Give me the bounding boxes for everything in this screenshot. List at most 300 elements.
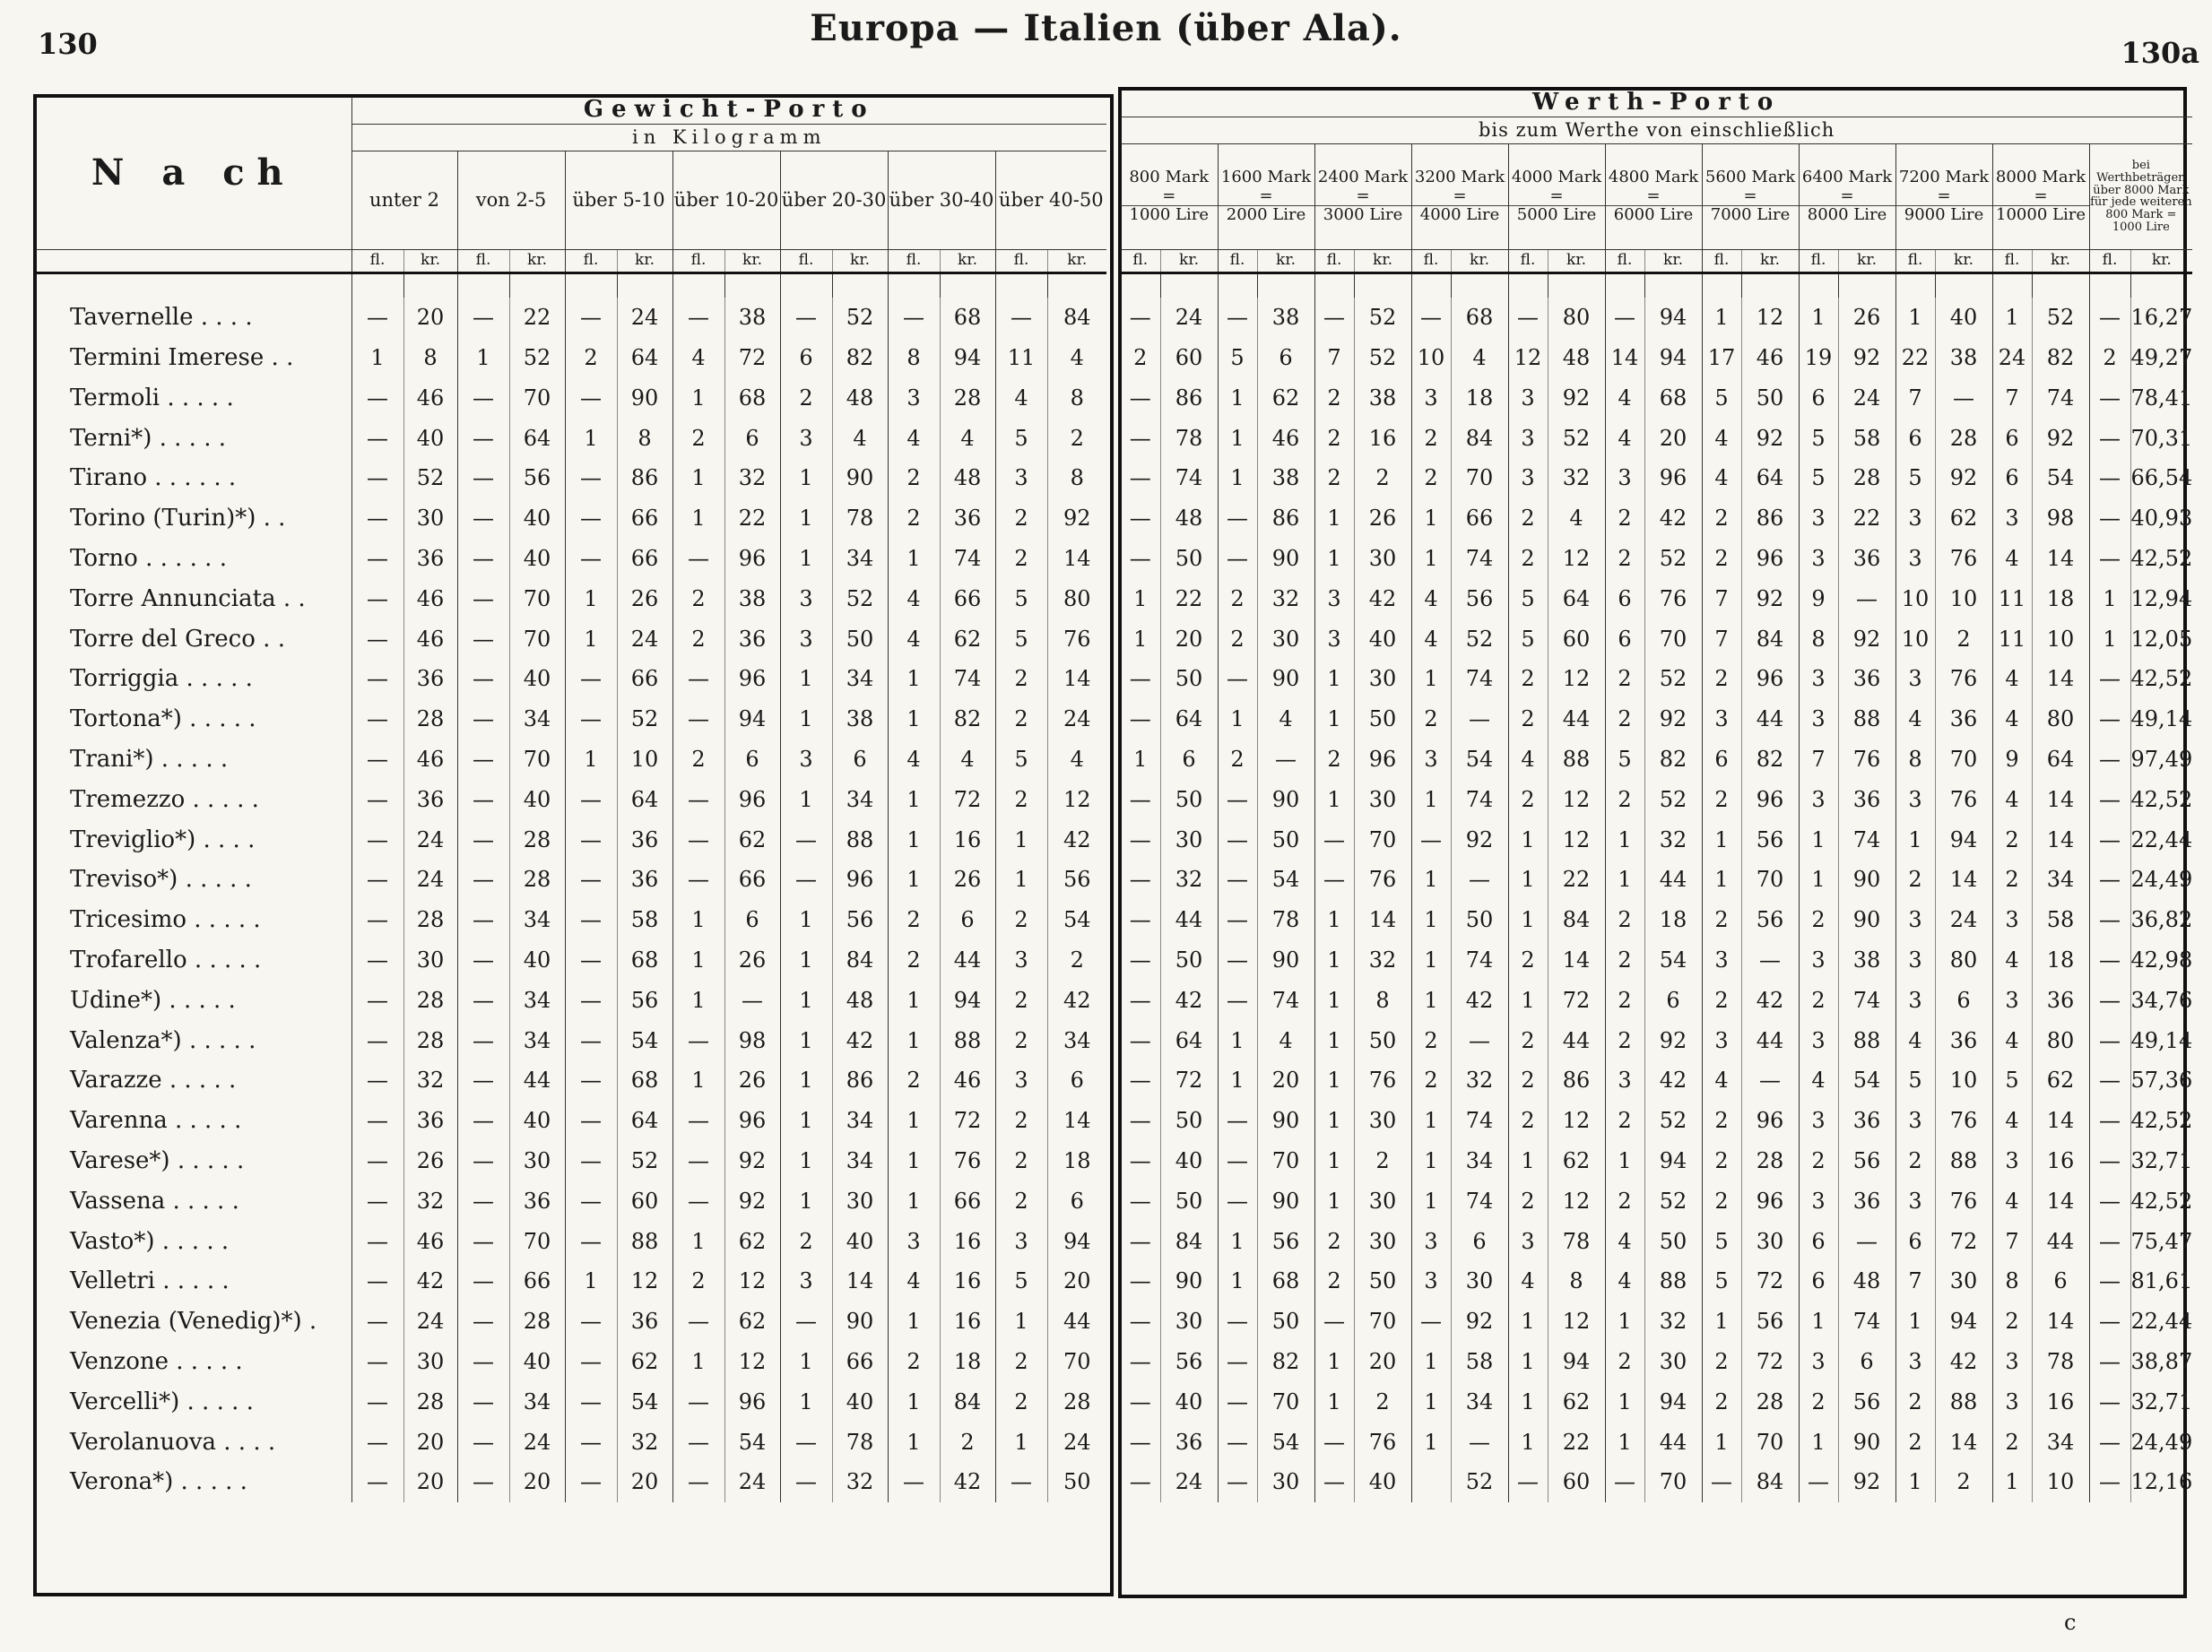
value-kr-cell: 6 bbox=[1935, 980, 1992, 1020]
value-kr-cell: 74 bbox=[1451, 1101, 1508, 1141]
unit-kr: kr. bbox=[1548, 249, 1605, 272]
weight-kr-cell: 50 bbox=[832, 618, 888, 659]
weight-fl-cell: — bbox=[457, 539, 509, 579]
weight-fl-cell: 2 bbox=[780, 377, 832, 418]
weight-kr-cell: 16 bbox=[940, 1261, 995, 1302]
value-kr-cell: 90 bbox=[1257, 1101, 1314, 1141]
value-fl-cell: 1 bbox=[1605, 1302, 1644, 1342]
weight-fl-cell: 2 bbox=[995, 980, 1047, 1020]
weight-kr-cell: 96 bbox=[832, 860, 888, 900]
value-fl-cell: 2 bbox=[1508, 1020, 1548, 1060]
value-fl-cell: 2 bbox=[1895, 860, 1935, 900]
value-kr-cell: 34 bbox=[1451, 1141, 1508, 1181]
value-fl-cell: 1 bbox=[1702, 1302, 1741, 1342]
weight-kr-cell: 6 bbox=[724, 418, 780, 458]
value-kr-cell: 70 bbox=[1354, 819, 1411, 860]
value-fl-cell: — bbox=[1218, 539, 1257, 579]
place-name: Treviglio*) . . . . bbox=[36, 819, 351, 860]
value-kr-cell: 36 bbox=[1838, 659, 1895, 699]
value-fl-cell: 2 bbox=[1799, 980, 1838, 1020]
value-kr-cell: 76 bbox=[1935, 539, 1992, 579]
weight-kr-cell: 98 bbox=[724, 1020, 780, 1060]
value-kr-cell: 14 bbox=[2032, 1302, 2089, 1342]
value-kr-cell: 16 bbox=[2032, 1141, 2089, 1181]
weight-kr-cell: 42 bbox=[1063, 987, 1091, 1013]
table-row bbox=[1121, 1020, 2192, 1060]
place-name: Vasto*) . . . . . bbox=[36, 1221, 351, 1261]
spacer bbox=[565, 272, 617, 298]
value-kr-cell: 20 bbox=[1257, 1060, 1314, 1101]
value-fl-cell: 3 bbox=[1411, 1261, 1451, 1302]
table-row bbox=[1121, 418, 2192, 458]
value-kr-cell: — bbox=[1741, 1060, 1799, 1101]
value-kr-cell: 14 bbox=[2032, 1101, 2089, 1141]
value-fl-cell: 3 bbox=[1605, 458, 1644, 498]
value-fl-cell: 1 bbox=[1314, 659, 1354, 699]
weight-fl-cell: 1 bbox=[888, 1181, 940, 1221]
table-row bbox=[36, 1060, 1106, 1101]
value-kr-cell: 56 bbox=[1160, 1342, 1218, 1382]
extra-kr-cell: 12,94 bbox=[2130, 585, 2193, 611]
weight-fl-cell: — bbox=[672, 860, 724, 900]
unit-kr: kr. bbox=[1047, 249, 1106, 272]
weight-kr-cell: 6 bbox=[1070, 1068, 1084, 1094]
weight-kr-cell: 44 bbox=[509, 1060, 565, 1101]
value-kr-cell: 92 bbox=[1451, 819, 1508, 860]
weight-kr-cell: 68 bbox=[724, 377, 780, 418]
weight-kr-cell: 72 bbox=[724, 338, 780, 378]
value-fl-cell: — bbox=[1121, 1462, 1160, 1502]
value-fl-cell: 5 bbox=[1508, 618, 1548, 659]
weight-fl-cell: 1 bbox=[565, 1261, 617, 1302]
value-kr-cell: 62 bbox=[1257, 377, 1314, 418]
unit-fl: fl. bbox=[1895, 249, 1935, 272]
value-kr-cell: 64 bbox=[1160, 1020, 1218, 1060]
spacer bbox=[1121, 272, 1160, 298]
value-kr-cell: 74 bbox=[1838, 1302, 1895, 1342]
weight-kr-cell: 24 bbox=[403, 860, 457, 900]
value-fl-cell: 3 bbox=[1799, 1020, 1838, 1060]
value-fl-cell: 8 bbox=[1799, 618, 1838, 659]
value-kr-cell: 38 bbox=[1354, 377, 1411, 418]
weight-kr-cell: 16 bbox=[940, 1302, 995, 1342]
value-fl-cell: 2 bbox=[1799, 1381, 1838, 1422]
weight-fl-cell: — bbox=[565, 940, 617, 981]
value-fl-cell: 1 bbox=[1314, 1181, 1354, 1221]
unit-kr: kr. bbox=[509, 249, 565, 272]
extra-fl-cell: — bbox=[2089, 1381, 2130, 1422]
value-kr-cell: 10 bbox=[2032, 1462, 2089, 1502]
weight-kr-cell: 32 bbox=[403, 1181, 457, 1221]
value-fl-cell: — bbox=[1314, 860, 1354, 900]
value-fl-cell: 1 bbox=[1314, 1020, 1354, 1060]
value-fl-cell: 4 bbox=[1702, 458, 1741, 498]
place-name: Verolanuova . . . . bbox=[36, 1422, 351, 1462]
weight-kr-cell: 48 bbox=[940, 458, 995, 498]
value-fl-cell: 4 bbox=[1992, 699, 2032, 740]
value-kr-cell: 90 bbox=[1257, 539, 1314, 579]
weight-fl-cell: 1 bbox=[672, 980, 724, 1020]
value-kr-cell: 94 bbox=[1644, 338, 1702, 378]
place-name: Terni*) . . . . . bbox=[36, 418, 351, 458]
value-fl-cell: 2 bbox=[1508, 539, 1548, 579]
weight-kr-cell: 30 bbox=[509, 1141, 565, 1181]
value-kr-cell: 30 bbox=[1354, 1101, 1411, 1141]
value-kr-cell: 50 bbox=[1160, 539, 1218, 579]
unit-fl: fl. bbox=[672, 249, 724, 272]
weight-kr-cell: 8 bbox=[1070, 465, 1084, 491]
extra-fl-cell: — bbox=[2089, 1020, 2130, 1060]
value-fl-cell: — bbox=[1411, 819, 1451, 860]
value-fl-cell: 1 bbox=[1508, 1422, 1548, 1462]
weight-kr-cell: 40 bbox=[509, 1101, 565, 1141]
range-lire: 7000 Lire bbox=[1703, 205, 1799, 225]
place-name: Varazze . . . . . bbox=[36, 1060, 351, 1101]
value-kr-cell: 54 bbox=[1257, 1422, 1314, 1462]
weight-fl-cell: — bbox=[672, 539, 724, 579]
weight-kr-cell: 96 bbox=[724, 539, 780, 579]
weight-fl-cell: 1 bbox=[672, 900, 724, 940]
value-kr-cell: 52 bbox=[1548, 418, 1605, 458]
weight-kr-cell: 6 bbox=[724, 740, 780, 780]
value-postage-table bbox=[1121, 90, 2192, 1502]
weight-kr-cell: 96 bbox=[724, 1381, 780, 1422]
value-fl-cell: 2 bbox=[1702, 539, 1741, 579]
spacer bbox=[995, 272, 1047, 298]
weight-fl-cell: 2 bbox=[672, 740, 724, 780]
value-fl-cell: — bbox=[1121, 860, 1160, 900]
value-fl-cell: 1 bbox=[1605, 1381, 1644, 1422]
value-kr-cell: 90 bbox=[1257, 1181, 1314, 1221]
value-kr-cell: 70 bbox=[1644, 618, 1702, 659]
unit-fl: fl. bbox=[1702, 249, 1741, 272]
place-name: Verona*) . . . . . bbox=[36, 1462, 351, 1502]
weight-kr-cell: 88 bbox=[940, 1020, 995, 1060]
extra-kr-cell: 57,36 bbox=[2130, 1068, 2193, 1094]
value-fl-cell: 2 bbox=[1702, 498, 1741, 539]
value-fl-cell: 7 bbox=[1992, 1221, 2032, 1261]
value-kr-cell: 80 bbox=[1548, 298, 1605, 338]
value-kr-cell: 50 bbox=[1257, 819, 1314, 860]
extra-kr-cell: 70,31 bbox=[2130, 425, 2193, 451]
value-fl-cell: 1 bbox=[1992, 1462, 2032, 1502]
weight-kr-cell: 94 bbox=[940, 338, 995, 378]
table-row bbox=[36, 779, 1106, 819]
place-name: Venezia (Venedig)*) . bbox=[36, 1302, 351, 1342]
value-kr-cell: 76 bbox=[1354, 860, 1411, 900]
weight-kr-cell: 50 bbox=[1063, 1469, 1091, 1495]
value-fl-cell: 4 bbox=[1992, 1101, 2032, 1141]
value-kr-cell: 4 bbox=[1257, 699, 1314, 740]
value-kr-cell: 18 bbox=[2032, 578, 2089, 618]
weight-kr-cell: 36 bbox=[403, 659, 457, 699]
weight-fl-cell: 3 bbox=[780, 618, 832, 659]
value-kr-cell: 80 bbox=[2032, 1020, 2089, 1060]
weight-fl-cell: 1 bbox=[672, 940, 724, 981]
unit-kr: kr. bbox=[1451, 249, 1508, 272]
unit-kr: kr. bbox=[724, 249, 780, 272]
weight-fl-cell: — bbox=[351, 860, 403, 900]
value-fl-cell: 3 bbox=[1992, 900, 2032, 940]
value-fl-cell: 6 bbox=[1799, 1261, 1838, 1302]
value-kr-cell: 30 bbox=[1257, 1462, 1314, 1502]
value-fl-cell: 3 bbox=[1799, 699, 1838, 740]
unit-fl: fl. bbox=[1314, 249, 1354, 272]
value-kr-cell: 50 bbox=[1257, 1302, 1314, 1342]
range-mark: 4000 Mark bbox=[1511, 167, 1602, 186]
extra-fl-cell: — bbox=[2089, 819, 2130, 860]
table-row bbox=[1121, 377, 2192, 418]
value-fl-cell: 4 bbox=[1992, 779, 2032, 819]
weight-kr-cell: 22 bbox=[724, 498, 780, 539]
weight-fl-cell: — bbox=[457, 1020, 509, 1060]
table-row bbox=[1121, 1462, 2192, 1502]
unit-kr: kr. bbox=[1741, 249, 1799, 272]
weight-kr-cell: 80 bbox=[1063, 585, 1091, 611]
weight-kr-cell: 36 bbox=[724, 618, 780, 659]
weight-kr-cell: 52 bbox=[832, 578, 888, 618]
weight-fl-cell: 2 bbox=[888, 1060, 940, 1101]
weight-fl-cell: — bbox=[995, 1462, 1047, 1502]
value-kr-cell: 30 bbox=[1644, 1342, 1702, 1382]
value-fl-cell: 3 bbox=[1702, 1020, 1741, 1060]
value-kr-cell: 52 bbox=[1451, 1462, 1508, 1502]
range-lire: 9000 Lire bbox=[1896, 205, 1992, 225]
weight-kr-cell: 52 bbox=[617, 699, 672, 740]
weight-fl-cell: — bbox=[780, 1422, 832, 1462]
weight-kr-cell: 28 bbox=[403, 900, 457, 940]
weight-kr-cell: 40 bbox=[509, 498, 565, 539]
weight-fl-cell: — bbox=[780, 819, 832, 860]
value-kr-cell: 30 bbox=[1354, 1181, 1411, 1221]
value-fl-cell: 1 bbox=[1508, 1342, 1548, 1382]
weight-fl-cell: — bbox=[672, 1302, 724, 1342]
weight-fl-cell: 1 bbox=[780, 1060, 832, 1101]
weight-fl-cell: — bbox=[457, 377, 509, 418]
value-range-header bbox=[1605, 143, 1702, 249]
value-kr-cell: 6 bbox=[1257, 338, 1314, 378]
weight-fl-cell: 2 bbox=[888, 1342, 940, 1382]
value-kr-cell: 12 bbox=[1741, 298, 1799, 338]
extra-kr-cell: 34,76 bbox=[2130, 987, 2193, 1013]
weight-kr-cell: 66 bbox=[617, 539, 672, 579]
value-kr-cell: 36 bbox=[1838, 1101, 1895, 1141]
value-fl-cell: 6 bbox=[1799, 377, 1838, 418]
weight-fl-cell: 4 bbox=[888, 1261, 940, 1302]
weight-fl-cell: — bbox=[565, 377, 617, 418]
value-fl-cell: 1 bbox=[1314, 1101, 1354, 1141]
value-kr-cell: 30 bbox=[1257, 618, 1314, 659]
value-kr-cell: 56 bbox=[1257, 1221, 1314, 1261]
weight-fl-cell: 3 bbox=[780, 740, 832, 780]
value-fl-cell: — bbox=[1121, 1381, 1160, 1422]
weight-kr-cell: 68 bbox=[617, 1060, 672, 1101]
weight-fl-cell: 1 bbox=[780, 1342, 832, 1382]
weight-kr-cell: 26 bbox=[940, 860, 995, 900]
value-fl-cell: 2 bbox=[1605, 1020, 1644, 1060]
weight-kr-cell: 28 bbox=[403, 1020, 457, 1060]
value-kr-cell: 62 bbox=[1935, 498, 1992, 539]
value-kr-cell: 24 bbox=[1935, 900, 1992, 940]
weight-kr-cell: 90 bbox=[832, 458, 888, 498]
weight-fl-cell: 1 bbox=[780, 498, 832, 539]
weight-fl-cell: — bbox=[995, 298, 1047, 338]
value-range-header bbox=[1121, 143, 1218, 249]
nach-header: N a ch bbox=[36, 97, 351, 249]
weight-kr-cell: 40 bbox=[832, 1381, 888, 1422]
value-kr-cell: 44 bbox=[1548, 1020, 1605, 1060]
weight-fl-cell: 1 bbox=[672, 1221, 724, 1261]
weight-fl-cell: 1 bbox=[780, 779, 832, 819]
weight-fl-cell: 1 bbox=[565, 578, 617, 618]
value-kr-cell: 64 bbox=[1548, 578, 1605, 618]
value-fl-cell: 1 bbox=[1799, 860, 1838, 900]
weight-kr-cell: 26 bbox=[617, 578, 672, 618]
value-kr-cell: 74 bbox=[1451, 940, 1508, 981]
weight-range-header: von 2-5 bbox=[457, 151, 565, 249]
weight-fl-cell: 5 bbox=[995, 1261, 1047, 1302]
value-fl-cell: 2 bbox=[1605, 940, 1644, 981]
value-kr-cell: 40 bbox=[1354, 618, 1411, 659]
unit-kr: kr. bbox=[617, 249, 672, 272]
value-fl-cell: 1 bbox=[1411, 1381, 1451, 1422]
place-name: Vercelli*) . . . . . bbox=[36, 1381, 351, 1422]
value-kr-cell: 42 bbox=[1741, 980, 1799, 1020]
value-fl-cell: — bbox=[1508, 298, 1548, 338]
value-fl-cell: 1 bbox=[1121, 618, 1160, 659]
value-fl-cell: 1 bbox=[1799, 819, 1838, 860]
weight-kr-cell: 4 bbox=[940, 740, 995, 780]
extra-fl-cell: 2 bbox=[2089, 338, 2130, 378]
extra-kr-cell: 24,49 bbox=[2130, 1429, 2193, 1455]
place-name: Torre del Greco . . bbox=[36, 618, 351, 659]
table-row bbox=[1121, 940, 2192, 981]
value-fl-cell: — bbox=[1121, 699, 1160, 740]
table-row bbox=[36, 819, 1106, 860]
value-kr-cell: 38 bbox=[1257, 298, 1314, 338]
value-fl-cell: 2 bbox=[1508, 1060, 1548, 1101]
value-kr-cell: 50 bbox=[1160, 1181, 1218, 1221]
value-fl-cell: 2 bbox=[1218, 578, 1257, 618]
weight-fl-cell: 3 bbox=[780, 578, 832, 618]
weight-fl-cell: 1 bbox=[888, 860, 940, 900]
value-fl-cell: 4 bbox=[1605, 1261, 1644, 1302]
range-mark: 800 Mark bbox=[1129, 167, 1210, 186]
weight-kr-cell: 26 bbox=[403, 1141, 457, 1181]
value-fl-cell: 3 bbox=[1992, 1381, 2032, 1422]
value-fl-cell: 3 bbox=[1895, 940, 1935, 981]
extra-kr-cell: 38,87 bbox=[2130, 1349, 2193, 1374]
value-fl-cell: 1 bbox=[1411, 779, 1451, 819]
weight-kr-cell: 72 bbox=[940, 779, 995, 819]
extra-kr-cell: 16,27 bbox=[2130, 305, 2193, 331]
weight-fl-cell: — bbox=[457, 498, 509, 539]
extra-kr-cell: 42,52 bbox=[2130, 786, 2193, 812]
weight-fl-cell: — bbox=[457, 900, 509, 940]
value-fl-cell: 1 bbox=[1314, 1342, 1354, 1382]
value-kr-cell: 44 bbox=[1548, 699, 1605, 740]
value-kr-cell: 76 bbox=[1354, 1060, 1411, 1101]
value-fl-cell: 4 bbox=[1799, 1060, 1838, 1101]
place-name: Venzone . . . . . bbox=[36, 1342, 351, 1382]
weight-fl-cell: 1 bbox=[351, 338, 403, 378]
weight-kr-cell: 32 bbox=[832, 1462, 888, 1502]
value-fl-cell: — bbox=[1218, 1422, 1257, 1462]
weight-kr-cell: 38 bbox=[724, 578, 780, 618]
value-kr-cell: 40 bbox=[1935, 298, 1992, 338]
value-fl-cell: 1 bbox=[1702, 860, 1741, 900]
value-fl-cell: 1 bbox=[1314, 498, 1354, 539]
value-kr-cell: 80 bbox=[1935, 940, 1992, 981]
weight-fl-cell: 1 bbox=[888, 1141, 940, 1181]
value-fl-cell: 2 bbox=[1605, 779, 1644, 819]
weight-kr-cell: 44 bbox=[940, 940, 995, 981]
weight-fl-cell: — bbox=[457, 1302, 509, 1342]
value-kr-cell: 52 bbox=[1354, 338, 1411, 378]
table-row bbox=[36, 338, 1106, 378]
value-kr-cell: 14 bbox=[1354, 900, 1411, 940]
value-kr-cell: 10 bbox=[2032, 618, 2089, 659]
unit-kr: kr. bbox=[1160, 249, 1218, 272]
value-kr-cell: 76 bbox=[1644, 578, 1702, 618]
extra-kr-cell: 22,44 bbox=[2130, 826, 2193, 852]
value-fl-cell: 4 bbox=[1992, 659, 2032, 699]
extra-fl-cell: 1 bbox=[2089, 578, 2130, 618]
value-fl-cell: 4 bbox=[1411, 618, 1451, 659]
value-fl-cell: — bbox=[1218, 659, 1257, 699]
table-row bbox=[36, 699, 1106, 740]
value-fl-cell: 5 bbox=[1702, 1221, 1741, 1261]
extra-kr-cell: 81,61 bbox=[2130, 1268, 2193, 1294]
value-kr-cell: 12 bbox=[1548, 1302, 1605, 1342]
value-kr-cell: 8 bbox=[1548, 1261, 1605, 1302]
weight-kr-cell: 36 bbox=[940, 498, 995, 539]
weight-fl-cell: 2 bbox=[995, 900, 1047, 940]
spacer bbox=[1451, 272, 1508, 298]
value-kr-cell: 38 bbox=[1838, 940, 1895, 981]
value-kr-cell: 86 bbox=[1548, 1060, 1605, 1101]
range-equals: = bbox=[1840, 186, 1854, 205]
table-row bbox=[36, 298, 1106, 338]
weight-kr-cell: 46 bbox=[403, 377, 457, 418]
value-kr-cell: 52 bbox=[2032, 298, 2089, 338]
range-lire: 4000 Lire bbox=[1412, 205, 1508, 225]
value-kr-cell: 50 bbox=[1160, 940, 1218, 981]
weight-kr-cell: 72 bbox=[940, 1101, 995, 1141]
weight-kr-cell: 82 bbox=[940, 699, 995, 740]
weight-fl-cell: — bbox=[672, 1141, 724, 1181]
weight-kr-cell: 38 bbox=[724, 298, 780, 338]
unit-fl: fl. bbox=[995, 249, 1047, 272]
value-kr-cell: 56 bbox=[1741, 900, 1799, 940]
weight-kr-cell: 42 bbox=[940, 1462, 995, 1502]
weight-fl-cell: — bbox=[565, 1302, 617, 1342]
weight-kr-cell: 68 bbox=[940, 298, 995, 338]
table-row bbox=[1121, 338, 2192, 378]
value-kr-cell: 74 bbox=[1451, 1181, 1508, 1221]
value-fl-cell: 2 bbox=[1605, 1101, 1644, 1141]
value-fl-cell: 5 bbox=[1218, 338, 1257, 378]
table-row bbox=[36, 940, 1106, 981]
extra-fl-cell: — bbox=[2089, 1261, 2130, 1302]
value-kr-cell: 20 bbox=[1160, 618, 1218, 659]
weight-kr-cell: 64 bbox=[617, 1101, 672, 1141]
weight-kr-cell: 28 bbox=[509, 1302, 565, 1342]
value-fl-cell: 1 bbox=[1799, 298, 1838, 338]
weight-range-header: über 10-20 bbox=[672, 151, 780, 249]
value-fl-cell: 2 bbox=[1992, 1302, 2032, 1342]
value-fl-cell: 1 bbox=[1508, 819, 1548, 860]
